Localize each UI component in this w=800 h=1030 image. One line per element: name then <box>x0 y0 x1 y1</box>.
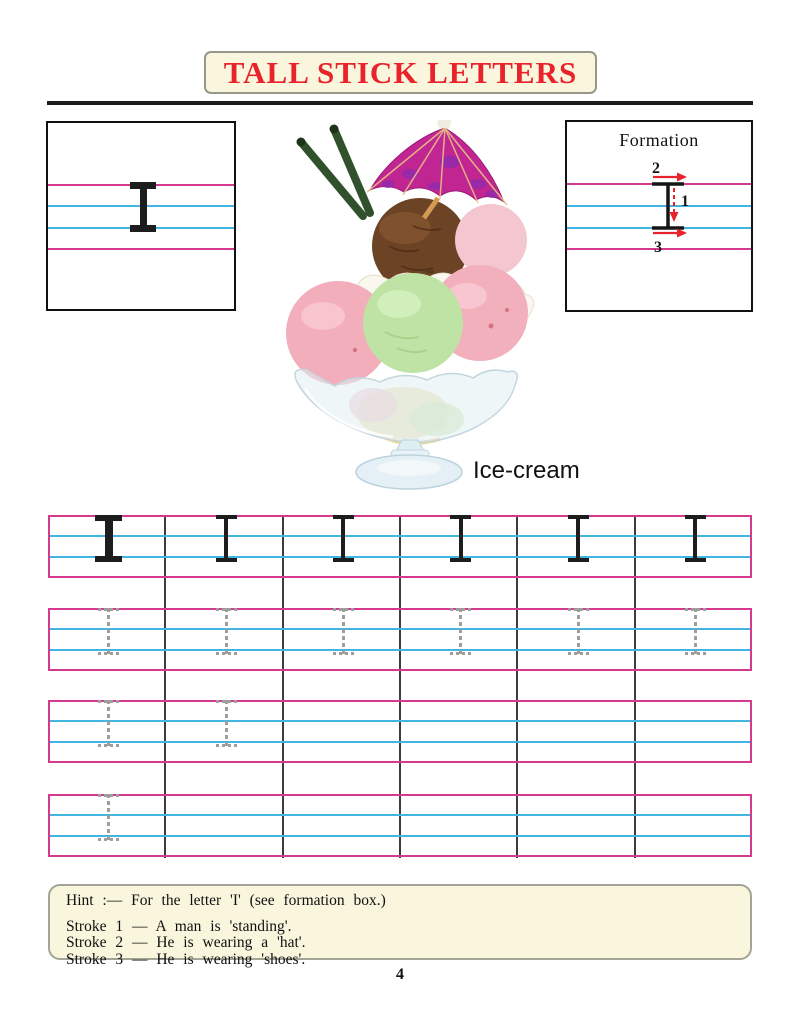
formation-stroke-diagram <box>567 122 751 310</box>
cocktail-umbrella <box>367 120 507 218</box>
letter-I-glyph <box>130 182 156 232</box>
practice-row <box>48 700 752 763</box>
practice-row <box>48 515 752 578</box>
model-letter-I <box>685 515 706 562</box>
model-letter-I <box>568 515 589 562</box>
ice-cream-illustration <box>285 120 585 494</box>
practice-row <box>48 794 752 857</box>
title-banner <box>204 51 597 94</box>
practice-grid <box>48 515 752 858</box>
green-scoop <box>363 273 463 373</box>
ice-cream-sundae-image <box>285 120 585 494</box>
page-title: TALL STICK LETTERS <box>223 54 578 90</box>
ruled-line-cyan <box>50 535 750 537</box>
formation-step-1: 1 <box>681 193 689 210</box>
trace-letter-I <box>216 700 237 747</box>
formation-step-3: 3 <box>654 239 662 256</box>
ruled-line-cyan <box>50 556 750 558</box>
hint-stroke-1: Stroke 1 — A man is 'standing'. <box>66 917 292 935</box>
hint-stroke-3: Stroke 3 — He is wearing 'shoes'. <box>66 950 306 968</box>
trace-letter-I <box>685 608 706 655</box>
ruled-line-cyan <box>50 720 750 722</box>
ruled-line-cyan <box>50 741 750 743</box>
model-letter-I <box>333 515 354 562</box>
ruled-line-cyan <box>50 835 750 837</box>
hint-stroke-2: Stroke 2 — He is wearing a 'hat'. <box>66 934 306 951</box>
trace-letter-I <box>98 608 119 655</box>
trace-letter-I <box>333 608 354 655</box>
model-letter-I <box>95 515 122 562</box>
chocolate-sticks <box>301 129 370 216</box>
hint-intro: Hint :— For the letter 'I' (see formation box.) <box>66 892 386 909</box>
ruled-line-cyan <box>50 628 750 630</box>
pink-scoop-top <box>455 204 527 276</box>
trace-letter-I <box>98 700 119 747</box>
practice-row <box>48 608 752 671</box>
model-letter-I <box>450 515 471 562</box>
trace-letter-I <box>450 608 471 655</box>
trace-letter-I <box>216 608 237 655</box>
divider-rule <box>47 101 753 105</box>
ruled-line-cyan <box>50 649 750 651</box>
ruled-line-cyan <box>50 814 750 816</box>
formation-label: Formation <box>619 130 699 150</box>
page-number: 4 <box>396 966 404 983</box>
letter-example-box <box>46 121 236 311</box>
trace-letter-I <box>98 794 119 841</box>
trace-letter-I <box>568 608 589 655</box>
model-letter-I <box>216 515 237 562</box>
hint-box <box>48 884 752 968</box>
formation-box <box>565 120 753 312</box>
ruled-line-magenta <box>48 248 234 250</box>
formation-letter-I <box>652 184 684 228</box>
illustration-caption: Ice-cream <box>473 457 580 484</box>
formation-step-2: 2 <box>652 160 660 177</box>
